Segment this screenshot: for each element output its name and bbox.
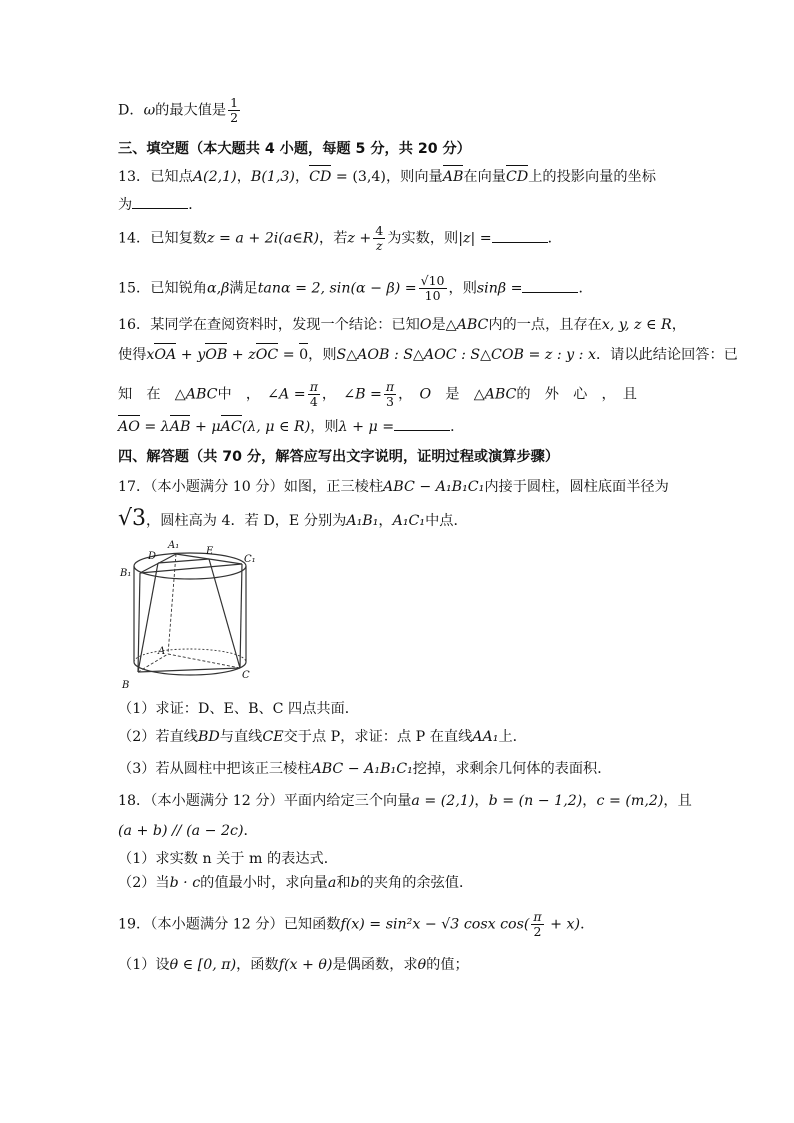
label-c: C [242, 670, 250, 681]
edge-b1-b [138, 573, 140, 672]
fraction: $\frac{\pi}{3}$ [385, 379, 395, 409]
cylinder-prism-figure [118, 536, 254, 692]
question-16-line-1: 16．某同学在查阅资料时，发现一个结论：已知O是△ABC内的一点，且存在x, y, z ∈ R， [118, 317, 686, 333]
answer-blank [394, 416, 450, 431]
answer-blank [132, 194, 188, 209]
question-19-line-1: 19．（本小题满分 12 分）已知函数f(x) = sin²x − √3 cosx cos( $\frac{\pi}{2}$ + x)． [118, 909, 595, 939]
label-a: A [158, 646, 166, 657]
label-c1: C₁ [244, 554, 256, 565]
question-13-line-2: 为 ． [118, 194, 704, 216]
option-d: D．ω的最大值是 $\frac{1}{2}$ [118, 95, 239, 125]
label-e: E [206, 546, 214, 557]
fraction: $\frac{√10}{10}$ [420, 273, 445, 303]
question-17-line-1: 17．（本小题满分 10 分）如图，正三棱柱ABC − A₁B₁C₁内接于圆柱，圆柱底面半径为 [118, 479, 669, 495]
line-d-b [138, 563, 158, 672]
label-b1: B₁ [120, 568, 132, 579]
question-17-part-1: （1）求证：D、E、B、C 四点共面． [118, 701, 359, 717]
edge-b-c [138, 668, 240, 672]
label-a1: A₁ [168, 540, 180, 551]
question-17-part-3: （3）若从圆柱中把该正三棱柱ABC − A₁B₁C₁挖掉，求剩余几何体的表面积． [118, 761, 612, 777]
question-16-line-2: 使得xOA + yOB + zOC = 0，则S△AOB : S△AOC : S△COB = z : y : x．请以此结论回答：已 [118, 344, 704, 366]
question-18-line-1: 18．（本小题满分 12 分）平面内给定三个向量a = (2,1)，b = (n − 1,2)，c = (m,2)，且 [118, 793, 692, 809]
section-heading-3: 三、填空题（本大题共 4 小题，每题 5 分，共 20 分） [118, 141, 471, 157]
question-17-part-2: （2）若直线BD与直线CE交于点 P，求证：点 P 在直线AA₁上． [118, 729, 527, 745]
edge-a1-a [168, 554, 176, 654]
bottom-ellipse-back [134, 649, 246, 662]
edge-a-c [168, 654, 240, 668]
question-18-line-2: (a + b) // (a − 2c)． [118, 823, 258, 839]
fraction: $\frac{4}{z}$ [375, 223, 384, 253]
question-13-line-1: 13．已知点A(2,1)，B(1,3)，CD = (3,4)，则向量AB在向量CD上的投影向量的坐标 [118, 166, 704, 188]
label-d: D [148, 551, 157, 562]
question-18-part-2: （2）当b · c的值最小时，求向量a和b的夹角的余弦值． [118, 875, 474, 891]
question-18-part-1: （1）求实数 n 关于 m 的表达式． [118, 851, 338, 867]
fraction: $\frac{\pi}{4}$ [309, 379, 318, 409]
question-15: 15．已知锐角α,β满足tanα = 2, sin(α − β) = $\frac{√10}{10}$ ，则sinβ = ． [118, 273, 593, 303]
question-19-part-1: （1）设θ ∈ [0, π)，函数f(x + θ)是偶函数，求θ的值； [118, 957, 469, 973]
section-heading-4: 四、解答题（共 70 分，解答应写出文字说明，证明过程或演算步骤） [118, 449, 560, 465]
question-16-line-3: 知 在 △ABC中 ， ∠A = $\frac{\pi}{4}$ ， ∠B = $\frac{\pi}{3}$ ， O 是 △ABC的 外 心 ， 且 [118, 379, 637, 409]
question-14: 14．已知复数z = a + 2i(a∈R)，若z + $\frac{4}{z}$ 为实数，则|z| = ． [118, 223, 562, 253]
question-16-line-4: AO = λAB + μAC(λ, μ ∈ R)，则λ + μ = ． [118, 416, 704, 438]
fraction: $\frac{1}{2}$ [230, 95, 239, 125]
answer-blank [522, 278, 578, 293]
answer-blank [492, 228, 548, 243]
label-b: B [122, 680, 130, 691]
edge-c1-c [240, 564, 242, 668]
question-17-line-2: √3，圆柱高为 4．若 D，E 分别为A₁B₁，A₁C₁中点． [118, 506, 468, 531]
fraction: $\frac{\pi}{2}$ [533, 909, 542, 939]
